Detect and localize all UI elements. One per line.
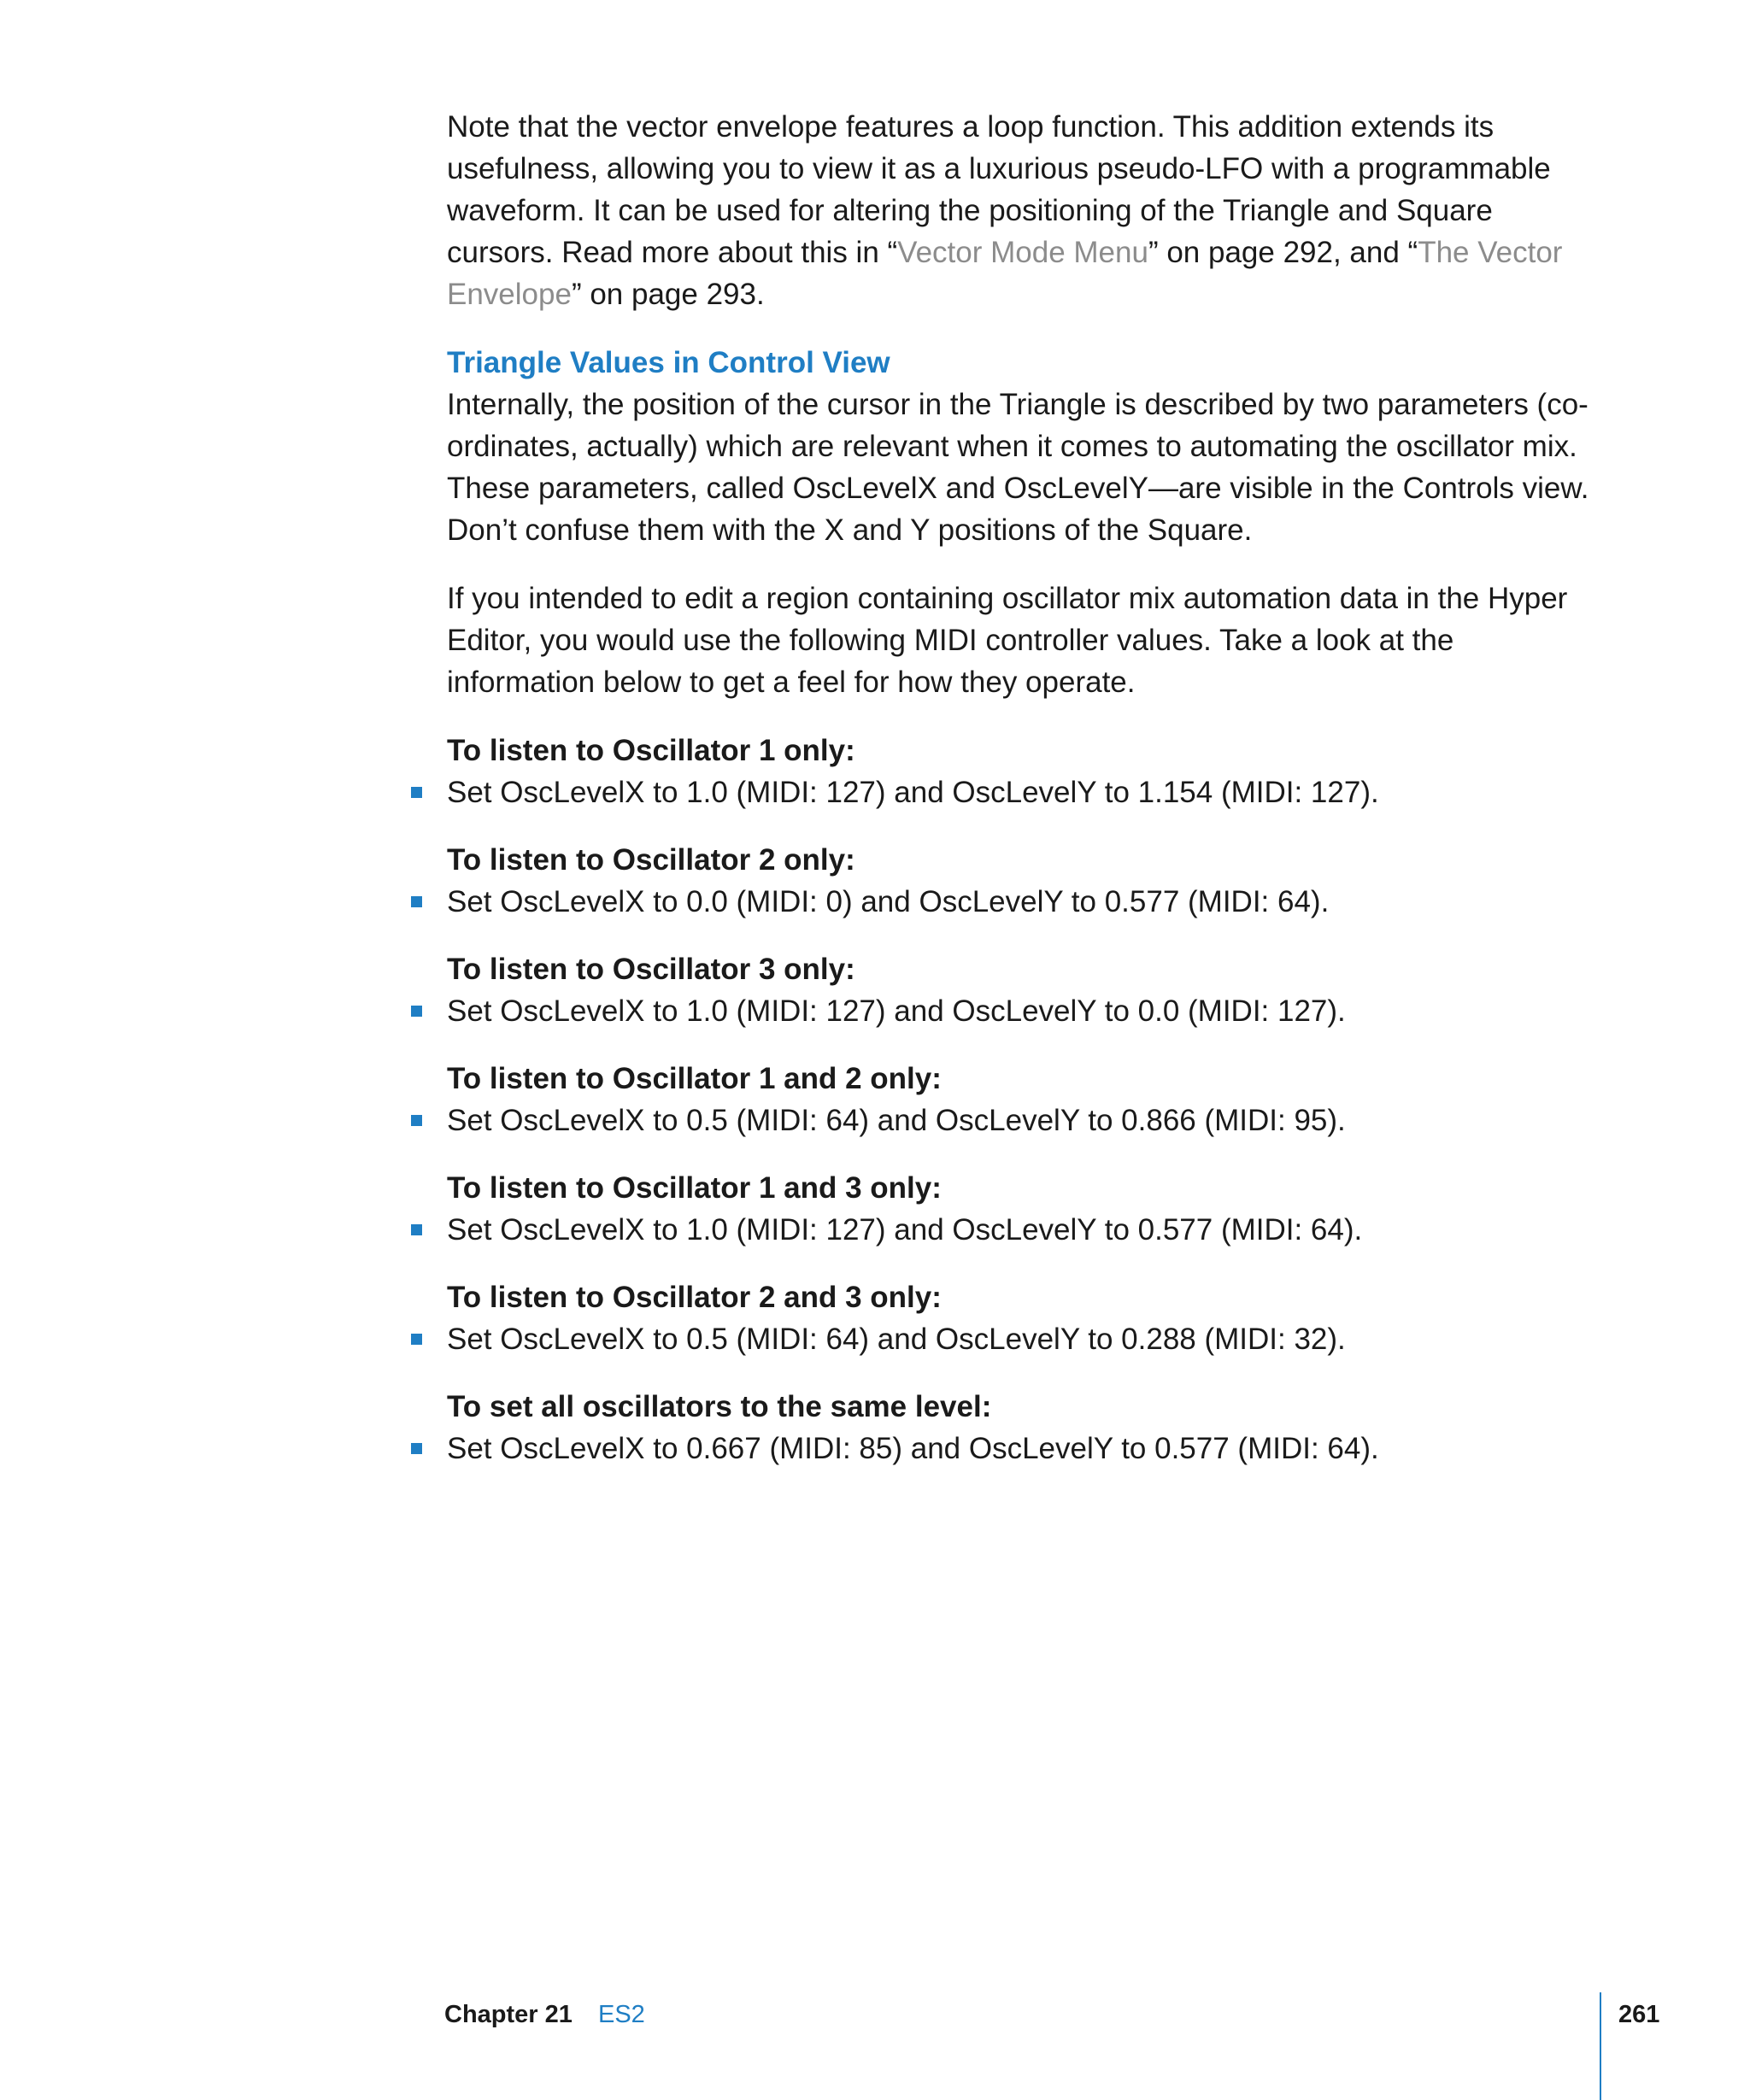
task-all-oscillators-same-level	[447, 1386, 1592, 1469]
section-heading: Triangle Values in Control View	[447, 346, 890, 379]
vector-envelope-link[interactable]: The Vector Envelope	[447, 236, 1563, 311]
task-oscillator-2-and-3	[447, 1276, 1592, 1360]
task-heading: To listen to Oscillator 2 only:	[447, 843, 855, 877]
intro-text-2: ” on page 292, and “	[1148, 236, 1418, 269]
page-content	[447, 106, 1592, 1495]
task-bullet	[447, 1100, 1592, 1141]
intro-text-1: Note that the vector envelope features a loop function. This addition extends its usefulness, allowing you to view it as a luxurious pseudo-LFO with a programmable waveform. It can be used for altering the positioning of the Triangle and Square cursors. Read more about this in “	[447, 110, 1551, 269]
task-heading: To set all oscillators to the same level:	[447, 1390, 992, 1423]
task-bullet	[447, 990, 1592, 1032]
section-paragraph-1: Internally, the position of the cursor in the Triangle is described by two parameters (co-ordinates, actually) which are relevant when it comes to automating the oscillator mix. These parameters, called OscLevelX and OscLevelY—are visible in the Controls view. Don’t confuse them with the X and Y positions of the Square.	[447, 388, 1589, 547]
task-bullet-text: Set OscLevelX to 0.5 (MIDI: 64) and OscLevelY to 0.288 (MIDI: 32).	[447, 1323, 1346, 1356]
task-oscillator-1-and-2	[447, 1058, 1592, 1141]
footer-divider	[1600, 1992, 1601, 2100]
task-bullet	[447, 771, 1592, 813]
intro-paragraph	[447, 106, 1592, 315]
task-heading: To listen to Oscillator 1 and 3 only:	[447, 1171, 942, 1205]
task-oscillator-2	[447, 839, 1592, 923]
square-bullet-icon	[411, 1443, 422, 1454]
task-oscillator-1	[447, 730, 1592, 813]
task-oscillator-3	[447, 948, 1592, 1032]
square-bullet-icon	[411, 1334, 422, 1345]
task-bullet-text: Set OscLevelX to 0.5 (MIDI: 64) and OscLevelY to 0.866 (MIDI: 95).	[447, 1104, 1346, 1137]
task-heading: To listen to Oscillator 1 only:	[447, 734, 855, 767]
task-bullet	[447, 1428, 1592, 1469]
task-bullet	[447, 1209, 1592, 1251]
square-bullet-icon	[411, 1224, 422, 1235]
square-bullet-icon	[411, 1006, 422, 1017]
footer-chapter-label: Chapter 21	[444, 2001, 573, 2028]
footer-chapter-title: ES2	[598, 2001, 645, 2028]
task-bullet-text: Set OscLevelX to 0.667 (MIDI: 85) and OscLevelY to 0.577 (MIDI: 64).	[447, 1432, 1379, 1465]
square-bullet-icon	[411, 787, 422, 798]
section-paragraph-2: If you intended to edit a region containing oscillator mix automation data in the Hyper Editor, you would use the following MIDI controller values. Take a look at the information below to get a feel for how they operate.	[447, 582, 1568, 699]
task-bullet-text: Set OscLevelX to 1.0 (MIDI: 127) and OscLevelY to 0.0 (MIDI: 127).	[447, 994, 1346, 1028]
task-bullet-text: Set OscLevelX to 1.0 (MIDI: 127) and OscLevelY to 1.154 (MIDI: 127).	[447, 776, 1379, 809]
intro-text-3: ” on page 293.	[571, 278, 765, 311]
square-bullet-icon	[411, 1115, 422, 1126]
task-bullet	[447, 881, 1592, 923]
task-heading: To listen to Oscillator 2 and 3 only:	[447, 1281, 942, 1314]
square-bullet-icon	[411, 896, 422, 907]
task-bullet-text: Set OscLevelX to 1.0 (MIDI: 127) and OscLevelY to 0.577 (MIDI: 64).	[447, 1213, 1363, 1247]
page-number: 261	[1618, 2001, 1660, 2028]
task-heading: To listen to Oscillator 3 only:	[447, 953, 855, 986]
task-heading: To listen to Oscillator 1 and 2 only:	[447, 1062, 942, 1095]
vector-mode-menu-link[interactable]: Vector Mode Menu	[897, 236, 1148, 269]
task-oscillator-1-and-3	[447, 1167, 1592, 1251]
task-bullet-text: Set OscLevelX to 0.0 (MIDI: 0) and OscLevelY to 0.577 (MIDI: 64).	[447, 885, 1330, 918]
task-bullet	[447, 1318, 1592, 1360]
